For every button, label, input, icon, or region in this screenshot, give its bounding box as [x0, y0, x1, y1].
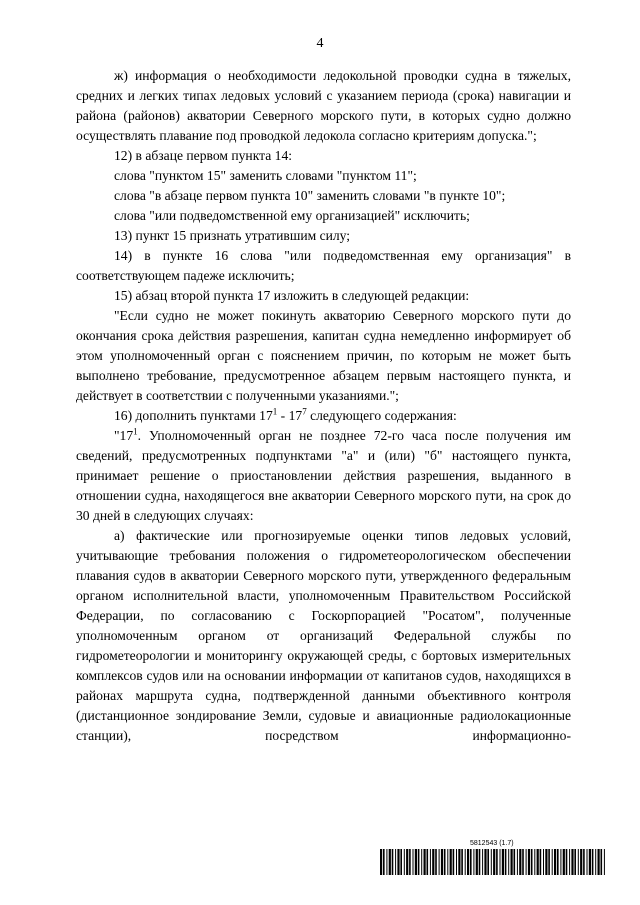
- paragraph-a: а) фактические или прогнозируемые оценки типов ледовых условий, учитывающие требования положения о гидрометеорологическом обеспечении плавания судов в акватории Северного морского пути, утвержденного федеральным органом исполнительной власти, уполномоченным Правительством Российской Федерации, по согласованию с Госкорпорацией "Росатом", полученные уполномоченным органом от организаций Федеральной службы по гидрометеорологии и мониторингу окружающей среды, с бортовых измерительных комплексов судов или на основании информации от капитанов судов, находящихся в районах маршрута судна, подтвержденной данными объективного контроля (дистанционное зондирование Земли, судовые и авиационные радиолокационные станции), посредством информационно-: [76, 528, 571, 743]
- paragraph-16-before: 16) дополнить пунктами 17: [114, 408, 273, 423]
- paragraph-16: [76, 406, 571, 426]
- document-barcode: [380, 840, 605, 880]
- paragraph-16-sup2: 7: [302, 406, 307, 417]
- page-number: 4: [316, 36, 324, 51]
- barcode-icon: [380, 849, 605, 875]
- paragraph-17-1-before: "17: [114, 428, 134, 443]
- paragraph-17-1: [76, 426, 571, 526]
- paragraph-17-1-sup: 1: [133, 426, 138, 437]
- paragraph-15-quote: "Если судно не может покинуть акваторию Северного морского пути до окончания срока действия разрешения, капитан судна немедленно информирует об этом уполномоченный орган с пояснением причин, по которым не может быть выполнено требование, предусмотренное абзацем первым настоящего пункта, и действует в соответствии с полученными указаниями.";: [76, 308, 571, 403]
- paragraph-12: 12) в абзаце первом пункта 14:: [114, 148, 293, 163]
- paragraph-12-words-org: слова "или подведомственной ему организацией" исключить;: [114, 208, 470, 223]
- paragraph-12-words-10: слова "в абзаце первом пункта 10" заменить словами "в пункте 10";: [114, 188, 506, 203]
- paragraph-14: 14) в пункте 16 слова "или подведомственная ему организация" в соответствующем падеже исключить;: [76, 248, 571, 283]
- paragraph-17-1-after: . Уполномоченный орган не позднее 72-го часа после получения им сведений, предусмотренных подпунктами "а" и (или) "б" настоящего пункта, принимает решение о приостановлении действия разрешения, выданного в отношении судна, находящегося вне акватории Северного морского пути, на срок до 30 дней в следующих случаях:: [76, 428, 571, 523]
- barcode-label: 5812543 (1.7): [470, 840, 514, 847]
- paragraph-zh: ж) информация о необходимости ледокольной проводки судна в тяжелых, средних и легких типах ледовых условий с указанием периода (срока) навигации и района (районов) акватории Северного морского пути, в которых судно должно осуществлять плавание под проводкой ледокола согласно критериям допуска.";: [76, 68, 571, 143]
- paragraph-12-words-15: слова "пунктом 15" заменить словами "пунктом 11";: [114, 168, 417, 183]
- paragraph-15: 15) абзац второй пункта 17 изложить в следующей редакции:: [114, 288, 470, 303]
- document-body: [76, 66, 571, 746]
- paragraph-16-mid: - 17: [277, 408, 303, 423]
- paragraph-16-sup1: 1: [272, 406, 278, 417]
- paragraph-13: 13) пункт 15 признать утратившим силу;: [114, 228, 351, 243]
- paragraph-16-after: следующего содержания:: [306, 408, 457, 423]
